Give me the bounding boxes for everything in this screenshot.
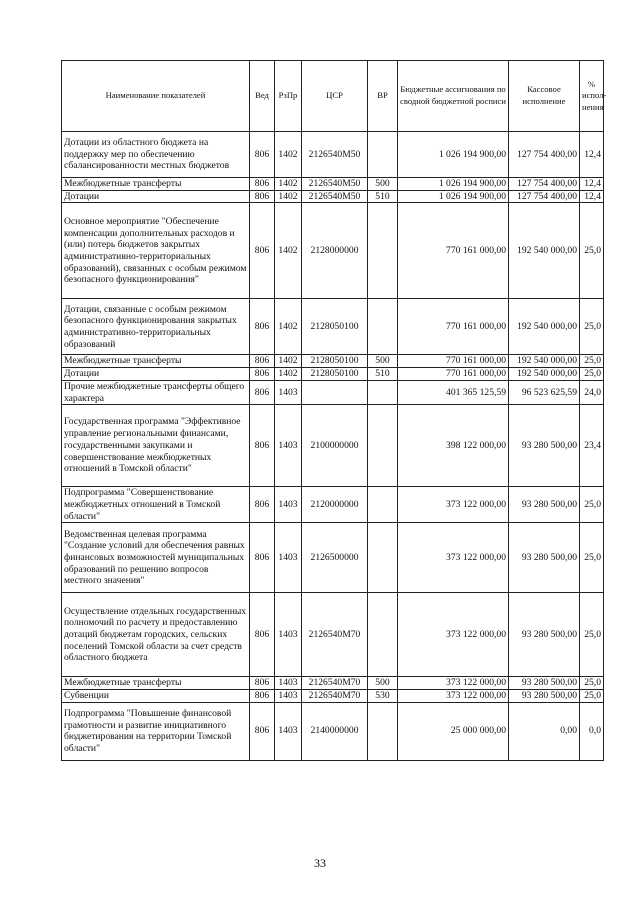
row-cash: 0,00	[509, 702, 580, 760]
row-csr: 2100000000	[302, 405, 368, 487]
row-rzpr: 1402	[275, 355, 302, 368]
row-csr: 2126540M50	[302, 132, 368, 178]
row-csr: 2128050100	[302, 355, 368, 368]
row-vr	[368, 299, 398, 355]
row-pct: 25,0	[580, 690, 604, 703]
row-vr	[368, 702, 398, 760]
row-budget: 373 122 000,00	[398, 523, 509, 593]
row-csr: 2126540M70	[302, 690, 368, 703]
row-budget: 770 161 000,00	[398, 368, 509, 381]
row-cash: 93 280 500,00	[509, 593, 580, 677]
row-rzpr: 1403	[275, 405, 302, 487]
row-rzpr: 1403	[275, 487, 302, 523]
row-budget: 1 026 194 900,00	[398, 178, 509, 191]
row-name: Межбюджетные трансферты	[62, 677, 250, 690]
row-name: Дотации	[62, 368, 250, 381]
row-vr: 500	[368, 677, 398, 690]
row-ved: 806	[250, 405, 275, 487]
row-vr	[368, 132, 398, 178]
row-cash: 93 280 500,00	[509, 690, 580, 703]
row-csr: 2128050100	[302, 368, 368, 381]
row-pct: 25,0	[580, 487, 604, 523]
row-ved: 806	[250, 132, 275, 178]
header-vr: ВР	[368, 61, 398, 132]
row-ved: 806	[250, 203, 275, 299]
row-name: Государственная программа "Эффективное управление региональными финансами, государственными закупками и совершенствование межбюджетных отношений в Томской области"	[62, 405, 250, 487]
row-csr: 2120000000	[302, 487, 368, 523]
table-row	[62, 380, 604, 404]
table-row	[62, 487, 604, 523]
table-body	[62, 132, 604, 761]
row-name: Субвенции	[62, 690, 250, 703]
table-row	[62, 593, 604, 677]
table-row	[62, 132, 604, 178]
row-budget: 25 000 000,00	[398, 702, 509, 760]
row-vr: 510	[368, 190, 398, 203]
row-name: Дотации из областного бюджета на поддержку мер по обеспечению сбалансированности местных бюджетов	[62, 132, 250, 178]
row-ved: 806	[250, 355, 275, 368]
row-csr: 2126540M50	[302, 178, 368, 191]
row-budget: 770 161 000,00	[398, 355, 509, 368]
header-rzpr: РзПр	[275, 61, 302, 132]
row-rzpr: 1402	[275, 203, 302, 299]
page-number: 33	[314, 856, 326, 870]
row-vr	[368, 593, 398, 677]
header-csr: ЦСР	[302, 61, 368, 132]
row-vr: 500	[368, 355, 398, 368]
header-ved: Вед	[250, 61, 275, 132]
row-budget: 1 026 194 900,00	[398, 190, 509, 203]
row-budget: 373 122 000,00	[398, 487, 509, 523]
row-ved: 806	[250, 380, 275, 404]
row-vr	[368, 523, 398, 593]
table-row	[62, 203, 604, 299]
row-name: Дотации, связанные с особым режимом безопасного функционирования закрытых административно-территориальных образований	[62, 299, 250, 355]
row-name: Прочие межбюджетные трансферты общего характера	[62, 380, 250, 404]
row-budget: 770 161 000,00	[398, 299, 509, 355]
row-cash: 93 280 500,00	[509, 523, 580, 593]
row-name: Подпрограмма "Совершенствование межбюджетных отношений в Томской области"	[62, 487, 250, 523]
row-budget: 401 365 125,59	[398, 380, 509, 404]
table-row	[62, 677, 604, 690]
table-row	[62, 355, 604, 368]
row-pct: 24,0	[580, 380, 604, 404]
row-rzpr: 1403	[275, 523, 302, 593]
row-budget: 373 122 000,00	[398, 593, 509, 677]
row-rzpr: 1402	[275, 299, 302, 355]
table-row	[62, 368, 604, 381]
header-pct: % испол-нения	[580, 61, 604, 132]
row-pct: 12,4	[580, 190, 604, 203]
row-cash: 93 280 500,00	[509, 487, 580, 523]
row-cash: 127 754 400,00	[509, 132, 580, 178]
row-ved: 806	[250, 677, 275, 690]
row-name: Дотации	[62, 190, 250, 203]
row-vr	[368, 380, 398, 404]
row-ved: 806	[250, 690, 275, 703]
table-row	[62, 190, 604, 203]
row-cash: 93 280 500,00	[509, 405, 580, 487]
table-row	[62, 178, 604, 191]
table-row	[62, 299, 604, 355]
row-csr: 2126500000	[302, 523, 368, 593]
row-cash: 192 540 000,00	[509, 355, 580, 368]
row-cash: 93 280 500,00	[509, 677, 580, 690]
row-csr: 2128050100	[302, 299, 368, 355]
row-vr	[368, 405, 398, 487]
row-csr: 2126540M50	[302, 190, 368, 203]
row-pct: 25,0	[580, 299, 604, 355]
row-name: Осуществление отдельных государственных полномочий по расчету и предоставлению дотаций бюджетам городских, сельских поселений Томской области за счет средств областного бюджета	[62, 593, 250, 677]
row-ved: 806	[250, 523, 275, 593]
row-vr: 530	[368, 690, 398, 703]
row-ved: 806	[250, 487, 275, 523]
row-ved: 806	[250, 178, 275, 191]
row-pct: 25,0	[580, 677, 604, 690]
row-name: Подпрограмма "Повышение финансовой грамотности и развитие инициативного бюджетирования на территории Томской области"	[62, 702, 250, 760]
row-cash: 127 754 400,00	[509, 178, 580, 191]
row-name: Основное мероприятие "Обеспечение компенсации дополнительных расходов и (или) потерь бюджетов закрытых административно-территориальных образований), связанных с особым режимом безопасного функционирования"	[62, 203, 250, 299]
header-cash: Кассовое исполнение	[509, 61, 580, 132]
row-budget: 770 161 000,00	[398, 203, 509, 299]
row-ved: 806	[250, 299, 275, 355]
row-csr: 2140000000	[302, 702, 368, 760]
table-row	[62, 405, 604, 487]
row-rzpr: 1402	[275, 178, 302, 191]
row-pct: 0,0	[580, 702, 604, 760]
row-csr	[302, 380, 368, 404]
row-ved: 806	[250, 593, 275, 677]
row-budget: 373 122 000,00	[398, 677, 509, 690]
table-row	[62, 523, 604, 593]
row-csr: 2128000000	[302, 203, 368, 299]
row-rzpr: 1403	[275, 702, 302, 760]
row-cash: 192 540 000,00	[509, 368, 580, 381]
row-vr: 500	[368, 178, 398, 191]
row-rzpr: 1403	[275, 380, 302, 404]
row-name: Межбюджетные трансферты	[62, 355, 250, 368]
budget-execution-table	[61, 60, 607, 761]
row-csr: 2126540M70	[302, 677, 368, 690]
row-budget: 1 026 194 900,00	[398, 132, 509, 178]
row-rzpr: 1403	[275, 690, 302, 703]
row-vr	[368, 487, 398, 523]
row-pct: 25,0	[580, 593, 604, 677]
row-cash: 192 540 000,00	[509, 299, 580, 355]
row-rzpr: 1402	[275, 132, 302, 178]
row-pct: 25,0	[580, 368, 604, 381]
row-pct: 23,4	[580, 405, 604, 487]
row-budget: 398 122 000,00	[398, 405, 509, 487]
row-cash: 96 523 625,59	[509, 380, 580, 404]
header-name: Наименование показателей	[62, 61, 250, 132]
row-cash: 127 754 400,00	[509, 190, 580, 203]
row-ved: 806	[250, 368, 275, 381]
table-row	[62, 702, 604, 760]
row-ved: 806	[250, 702, 275, 760]
row-rzpr: 1402	[275, 190, 302, 203]
header-budget: Бюджетные ассигнования по сводной бюджетной росписи	[398, 61, 509, 132]
row-name: Ведомственная целевая программа "Создание условий для обеспечения равных финансовых возможностей муниципальных образований по решению вопросов местного значения"	[62, 523, 250, 593]
row-budget: 373 122 000,00	[398, 690, 509, 703]
row-pct: 12,4	[580, 132, 604, 178]
row-rzpr: 1403	[275, 593, 302, 677]
row-name: Межбюджетные трансферты	[62, 178, 250, 191]
row-pct: 25,0	[580, 523, 604, 593]
row-rzpr: 1402	[275, 368, 302, 381]
table-header-row	[62, 61, 604, 132]
row-pct: 25,0	[580, 355, 604, 368]
row-csr: 2126540M70	[302, 593, 368, 677]
row-vr	[368, 203, 398, 299]
row-cash: 192 540 000,00	[509, 203, 580, 299]
row-pct: 25,0	[580, 203, 604, 299]
row-ved: 806	[250, 190, 275, 203]
row-rzpr: 1403	[275, 677, 302, 690]
row-vr: 510	[368, 368, 398, 381]
table-row	[62, 690, 604, 703]
row-pct: 12,4	[580, 178, 604, 191]
